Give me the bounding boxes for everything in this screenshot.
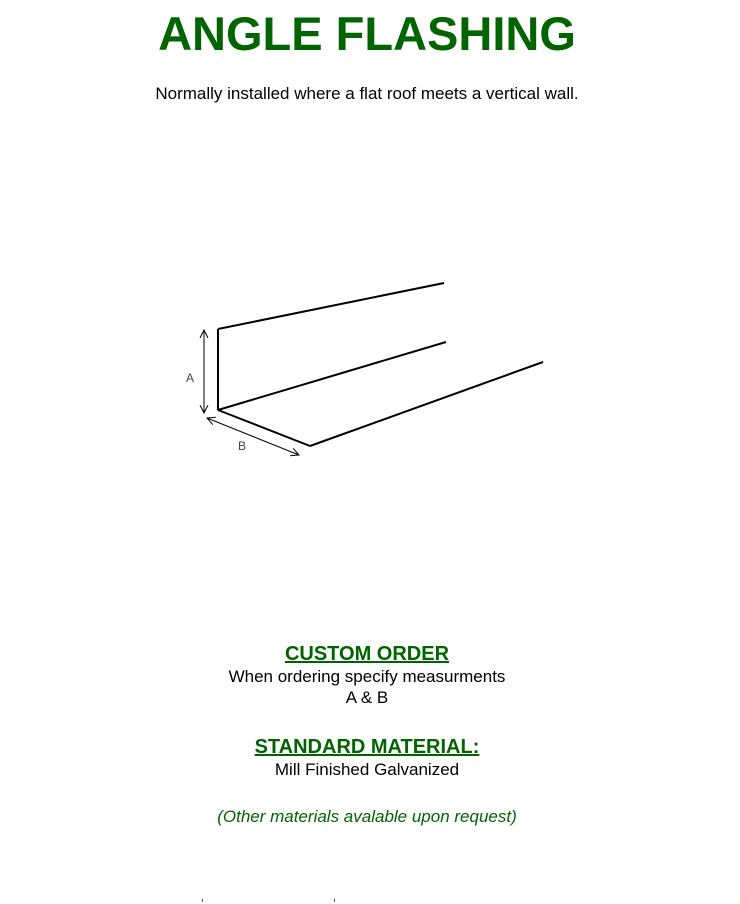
custom-order-heading: CUSTOM ORDER [284, 643, 450, 665]
custom-order-line-2: A & B [345, 688, 389, 707]
standard-material-heading: STANDARD MATERIAL: [254, 736, 480, 758]
standard-material-section [0, 735, 734, 780]
custom-order-section [0, 642, 734, 708]
dimension-a-label: A [186, 371, 195, 385]
flashing-fold-line [218, 342, 446, 410]
custom-order-line-1: When ordering specify measurments [228, 667, 506, 686]
page-mark-left [202, 899, 203, 902]
other-materials-note: (Other materials avalable upon request) [217, 807, 517, 826]
page-subtitle: Normally installed where a flat roof meets a vertical wall. [155, 84, 579, 103]
flashing-outer-edge [310, 362, 543, 446]
standard-material-value: Mill Finished Galvanized [274, 760, 460, 779]
dimension-b-label: B [238, 439, 247, 453]
flashing-top-edge [218, 283, 444, 329]
page-title: ANGLE FLASHING [158, 7, 576, 60]
page-mark-right [334, 899, 335, 902]
